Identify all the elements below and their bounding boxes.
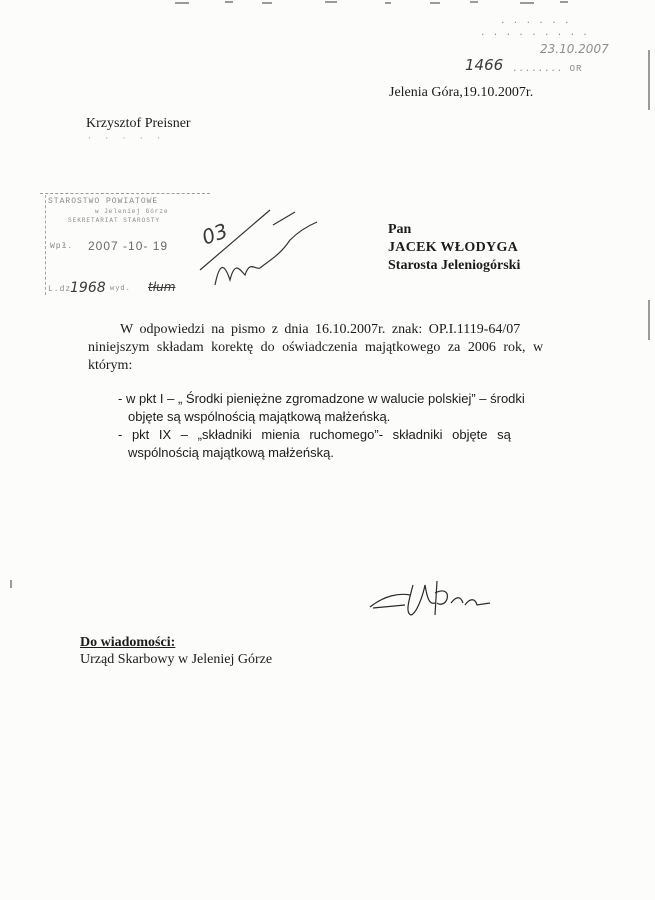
stamp-number: 1968 bbox=[70, 280, 106, 296]
stamp-line2: w Jeleniej Górze bbox=[95, 208, 169, 215]
handwritten-scribble-icon bbox=[195, 200, 325, 290]
body-line-1: W odpowiedzi na pismo z dnia 16.10.2007r. znak: OP.I.1119-64/07 bbox=[120, 322, 521, 337]
registration-stamp: · · · · · · · · · · · · · · · 23.10.2007 1466 ........ OR bbox=[465, 18, 609, 74]
scan-noise bbox=[520, 2, 534, 4]
scan-noise bbox=[175, 2, 189, 4]
scan-noise bbox=[10, 580, 12, 588]
scan-noise bbox=[470, 1, 478, 3]
bullet-1-line-2: objęte są wspólnością majątkową małżeńską. bbox=[128, 409, 391, 424]
stamp-initials: tłum bbox=[148, 280, 176, 294]
scan-noise bbox=[560, 1, 568, 3]
place-date: Jelenia Góra,19.10.2007r. bbox=[389, 85, 534, 100]
recipient-title: Starosta Jeleniogórski bbox=[388, 258, 521, 273]
stamp-line1: STAROSTWO POWIATOWE bbox=[48, 197, 159, 206]
incoming-stamp: STAROSTWO POWIATOWE w Jeleniej Górze SEKRETARIAT STAROSTY Wpł. 2007 -10- 19 L.dz. 1968 wyd. tłum bbox=[40, 185, 215, 300]
stamp-date: 2007 -10- 19 bbox=[88, 239, 169, 253]
recipient-name: JACEK WŁODYGA bbox=[388, 240, 519, 255]
body-line-2: niniejszym składam korektę do oświadczenia majątkowego za 2006 rok, w bbox=[88, 340, 544, 355]
scan-noise bbox=[648, 300, 650, 340]
scan-noise bbox=[225, 1, 233, 3]
body-line-3: którym: bbox=[88, 358, 133, 373]
stamp-number: 1466 bbox=[465, 56, 504, 74]
cc-recipient: Urząd Skarbowy w Jeleniej Górze bbox=[80, 652, 273, 667]
stamp-date: 23.10.2007 bbox=[540, 42, 609, 56]
handwritten-annotation: 03 bbox=[198, 218, 231, 250]
bullet-2-line-2: wspólnością majątkową małżeńską. bbox=[128, 445, 334, 460]
sender-address-cropped: · · · · · bbox=[88, 133, 166, 143]
signature-icon bbox=[365, 575, 500, 625]
scan-noise bbox=[262, 2, 272, 4]
sender-name: Krzysztof Preisner bbox=[86, 116, 191, 131]
stamp-line3: SEKRETARIAT STAROSTY bbox=[68, 217, 161, 224]
cc-label: Do wiadomości: bbox=[80, 635, 176, 650]
scan-noise bbox=[430, 2, 440, 4]
scan-noise bbox=[385, 2, 391, 4]
bullet-1-line-1: - w pkt I – „ Środki pieniężne zgromadzone w walucie polskiej” – środki bbox=[118, 391, 525, 406]
recipient-salutation: Pan bbox=[388, 222, 412, 237]
bullet-2-line-1: - pkt IX – „składniki mienia ruchomego”- składniki objęte są bbox=[118, 427, 511, 442]
scan-noise bbox=[325, 1, 337, 3]
scan-noise bbox=[648, 50, 650, 110]
